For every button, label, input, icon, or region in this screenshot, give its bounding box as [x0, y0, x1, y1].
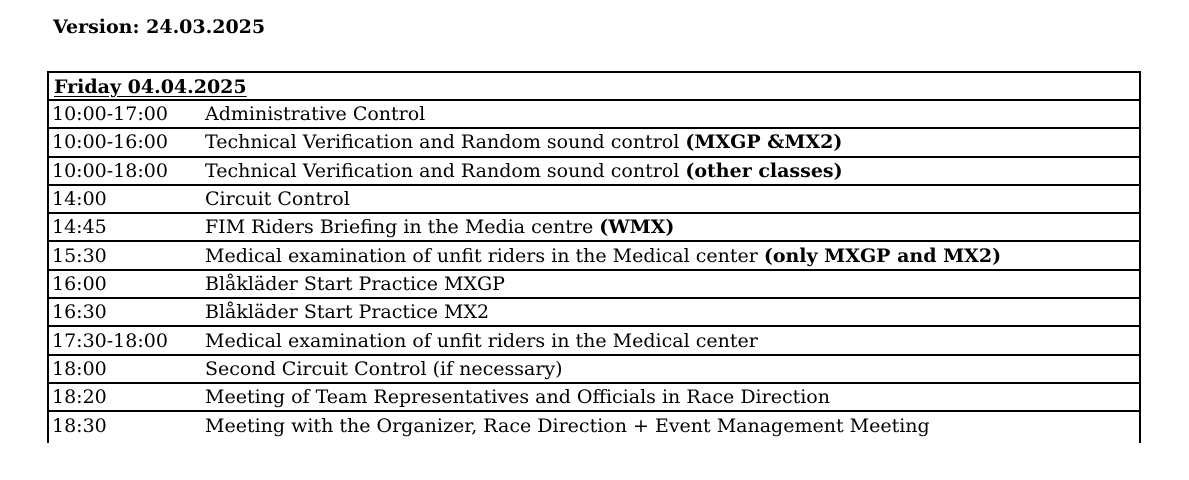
version-label: Version: 24.03.2025 [53, 16, 266, 38]
schedule-row [49, 129, 1139, 157]
row-class-note: (MXGP &MX2) [685, 131, 843, 154]
row-time: 10:00-18:00 [52, 159, 168, 182]
schedule-row [49, 186, 1139, 214]
row-description [205, 160, 1139, 182]
schedule-row [49, 299, 1139, 327]
row-text: Medical examination of unfit riders in the Medical center [205, 244, 764, 267]
row-time: 18:30 [52, 415, 107, 438]
row-text: FIM Riders Briefing in the Media centre [205, 216, 600, 239]
row-time: 10:00-16:00 [52, 131, 168, 154]
row-time: 16:30 [52, 301, 107, 324]
row-text: Meeting of Team Representatives and Officials in Race Direction [205, 386, 830, 409]
schedule-row [49, 101, 1139, 129]
row-text: Meeting with the Organizer, Race Direction + Event Management Meeting [205, 415, 930, 438]
day-title: Friday 04.04.2025 [54, 76, 247, 98]
schedule-row [49, 271, 1139, 299]
row-text: Medical examination of unfit riders in the Medical center [205, 329, 758, 352]
day-header [49, 73, 1139, 101]
row-description [205, 216, 1139, 238]
row-time: 18:00 [52, 357, 107, 380]
row-time: 16:00 [52, 272, 107, 295]
row-class-note: (WMX) [599, 216, 675, 239]
row-time: 14:00 [52, 188, 107, 211]
row-description [205, 301, 1139, 323]
schedule-table [47, 71, 1141, 443]
row-description [205, 103, 1139, 125]
row-text: Technical Verification and Random sound control [205, 131, 686, 154]
schedule-row [49, 242, 1139, 270]
row-description [205, 386, 1139, 408]
row-time: 18:20 [52, 386, 107, 409]
schedule-row [49, 384, 1139, 412]
row-description [205, 358, 1139, 380]
schedule-row [49, 356, 1139, 384]
row-time: 15:30 [52, 244, 107, 267]
row-description [205, 330, 1139, 352]
schedule-row [49, 158, 1139, 186]
row-class-note: (only MXGP and MX2) [763, 244, 1002, 267]
row-text: Technical Verification and Random sound control [205, 159, 686, 182]
schedule-row [49, 327, 1139, 355]
row-text: Administrative Control [205, 103, 426, 126]
row-text: Blåkläder Start Practice MX2 [205, 301, 490, 324]
row-class-note: (other classes) [685, 159, 843, 182]
row-description [205, 188, 1139, 210]
row-description [205, 245, 1139, 267]
schedule-row [49, 412, 1139, 440]
row-description [205, 415, 1139, 437]
row-time: 17:30-18:00 [52, 329, 168, 352]
row-description [205, 273, 1139, 295]
row-text: Circuit Control [205, 188, 350, 211]
schedule-row [49, 214, 1139, 242]
row-time: 10:00-17:00 [52, 103, 168, 126]
row-description [205, 131, 1139, 153]
row-text: Blåkläder Start Practice MXGP [205, 272, 505, 295]
row-text: Second Circuit Control (if necessary) [205, 357, 563, 380]
row-time: 14:45 [52, 216, 107, 239]
